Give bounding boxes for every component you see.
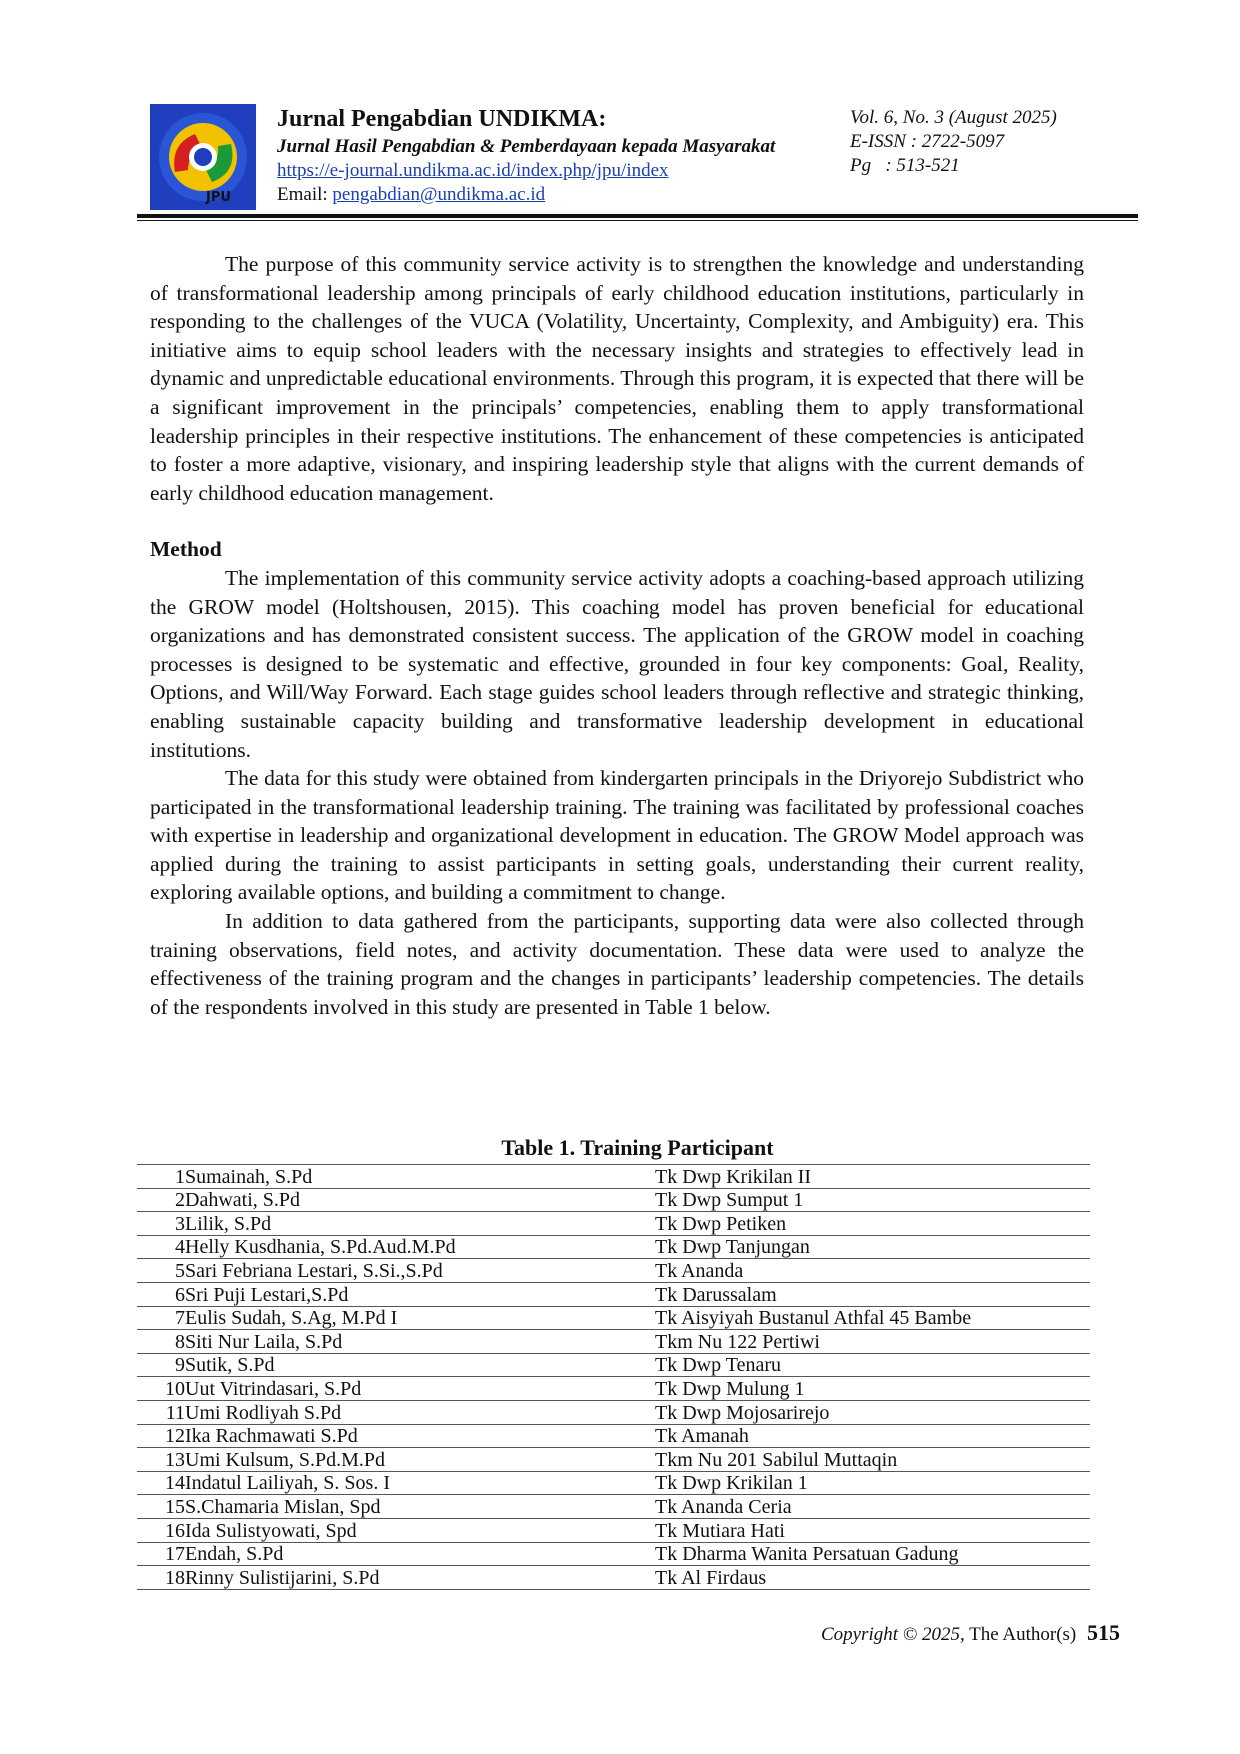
pages-info: Pg : 513-521 — [850, 155, 960, 176]
table-title: Table 1. Training Participant — [501, 1135, 774, 1160]
journal-email-line — [277, 184, 545, 206]
row-number: 15 — [137, 1495, 185, 1519]
copyright-text: Copyright © 2025, — [820, 1624, 965, 1645]
participant-name: Sri Puji Lestari,S.Pd — [185, 1282, 655, 1306]
row-number: 6 — [137, 1282, 185, 1306]
participants-table — [137, 1164, 1090, 1590]
row-number: 13 — [137, 1448, 185, 1472]
participant-school: Tk Dwp Krikilan II — [655, 1165, 1090, 1189]
row-number: 10 — [137, 1377, 185, 1401]
participant-name: S.Chamaria Mislan, Spd — [185, 1495, 655, 1519]
page-footer — [821, 1620, 1120, 1646]
article-body — [150, 250, 1084, 1021]
table-row — [137, 1566, 1090, 1590]
participant-name: Sumainah, S.Pd — [185, 1165, 655, 1189]
participant-school: Tkm Nu 201 Sabilul Muttaqin — [655, 1448, 1090, 1472]
table-row — [137, 1212, 1090, 1236]
participant-school: Tk Ananda — [655, 1259, 1090, 1283]
issue-info — [850, 106, 1057, 178]
participant-school: Tk Dwp Mulung 1 — [655, 1377, 1090, 1401]
table-row — [137, 1235, 1090, 1259]
participant-school: Tk Dwp Tanjungan — [655, 1235, 1090, 1259]
eissn-info: E-ISSN : 2722-5097 — [850, 131, 1005, 152]
row-number: 1 — [137, 1165, 185, 1189]
table-row — [137, 1542, 1090, 1566]
participant-name: Helly Kusdhania, S.Pd.Aud.M.Pd — [185, 1235, 655, 1259]
table-row — [137, 1188, 1090, 1212]
row-number: 4 — [137, 1235, 185, 1259]
row-number: 2 — [137, 1188, 185, 1212]
table-row — [137, 1495, 1090, 1519]
journal-subtitle: Jurnal Hasil Pengabdian & Pemberdayaan kepada Masyarakat — [277, 136, 776, 157]
participant-name: Indatul Lailiyah, S. Sos. I — [185, 1471, 655, 1495]
table-row — [137, 1353, 1090, 1377]
table-row — [137, 1306, 1090, 1330]
journal-logo — [150, 104, 256, 210]
table-row — [137, 1377, 1090, 1401]
table-row — [137, 1448, 1090, 1472]
participant-school: Tk Dharma Wanita Persatuan Gadung — [655, 1542, 1090, 1566]
participant-name: Dahwati, S.Pd — [185, 1188, 655, 1212]
participant-school: Tk Dwp Tenaru — [655, 1353, 1090, 1377]
participant-school: Tk Ananda Ceria — [655, 1495, 1090, 1519]
participant-name: Ika Rachmawati S.Pd — [185, 1424, 655, 1448]
participant-name: Sutik, S.Pd — [185, 1353, 655, 1377]
method-paragraph: In addition to data gathered from the participants, supporting data were also collected through training observations, field notes, and activity documentation. These data were used to analyze the effectiveness of the training program and the changes in participants’ leadership competencies. The details of the respondents involved in this study are presented in Table 1 below. — [150, 909, 1084, 1019]
row-number: 11 — [137, 1400, 185, 1424]
participant-name: Uut Vitrindasari, S.Pd — [185, 1377, 655, 1401]
row-number: 9 — [137, 1353, 185, 1377]
participant-name: Sari Febriana Lestari, S.Si.,S.Pd — [185, 1259, 655, 1283]
page-number: 515 — [1087, 1620, 1120, 1645]
participant-name: Eulis Sudah, S.Ag, M.Pd I — [185, 1306, 655, 1330]
participant-school: Tk Aisyiyah Bustanul Athfal 45 Bambe — [655, 1306, 1090, 1330]
participant-name: Ida Sulistyowati, Spd — [185, 1518, 655, 1542]
header-rule-thin — [137, 220, 1138, 221]
participant-school: Tk Dwp Mojosarirejo — [655, 1400, 1090, 1424]
table-row — [137, 1282, 1090, 1306]
row-number: 14 — [137, 1471, 185, 1495]
table-row — [137, 1400, 1090, 1424]
table-row — [137, 1259, 1090, 1283]
row-number: 3 — [137, 1212, 185, 1236]
table-row — [137, 1165, 1090, 1189]
participant-school: Tk Dwp Sumput 1 — [655, 1188, 1090, 1212]
email-link[interactable]: pengabdian@undikma.ac.id — [332, 184, 546, 205]
participant-school: Tk Darussalam — [655, 1282, 1090, 1306]
row-number: 7 — [137, 1306, 185, 1330]
participant-name: Lilik, S.Pd — [185, 1212, 655, 1236]
table-row — [137, 1330, 1090, 1354]
logo-text: JPU — [206, 190, 231, 205]
method-heading: Method — [150, 537, 222, 562]
table-row — [137, 1424, 1090, 1448]
row-number: 5 — [137, 1259, 185, 1283]
participant-school: Tk Mutiara Hati — [655, 1518, 1090, 1542]
authors-text: The Author(s) — [969, 1624, 1077, 1645]
intro-paragraph: The purpose of this community service activity is to strengthen the knowledge and understanding of transformational leadership among principals of early childhood education institutions, particularly in responding to the challenges of the VUCA (Volatility, Uncertainty, Complexity, and Ambiguity) era. This initiative aims to equip school leaders with the necessary insights and strategies to effectively lead in dynamic and unpredictable educational environments. Through this program, it is expected that there will be a significant improvement in the principals’ competencies, enabling them to apply transformational leadership principles in their respective institutions. The enhancement of these competencies is anticipated to foster a more adaptive, visionary, and inspiring leadership style that aligns with the current demands of early childhood education management. — [150, 252, 1084, 505]
method-paragraph: The implementation of this community service activity adopts a coaching-based approach utilizing the GROW model (Holtshousen, 2015). This coaching model has proven beneficial for educational organizations and has demonstrated consistent success. The application of the GROW model in coaching processes is designed to be systematic and effective, grounded in four key components: Goal, Reality, Options, and Will/Way Forward. Each stage guides school leaders through reflective and strategic thinking, enabling sustainable capacity building and transformative leadership development in educational institutions. — [150, 565, 1084, 762]
participant-name: Siti Nur Laila, S.Pd — [185, 1330, 655, 1354]
participant-name: Endah, S.Pd — [185, 1542, 655, 1566]
participant-school: Tk Amanah — [655, 1424, 1090, 1448]
volume-info: Vol. 6, No. 3 (August 2025) — [850, 107, 1057, 128]
header-rule-thick — [137, 214, 1138, 218]
email-label: Email: — [277, 184, 328, 205]
participant-name: Umi Rodliyah S.Pd — [185, 1400, 655, 1424]
row-number: 17 — [137, 1542, 185, 1566]
participant-school: Tk Al Firdaus — [655, 1566, 1090, 1590]
journal-url-link[interactable]: https://e-journal.undikma.ac.id/index.php/jpu/index — [277, 160, 669, 181]
participant-name: Rinny Sulistijarini, S.Pd — [185, 1566, 655, 1590]
participant-school: Tk Dwp Petiken — [655, 1212, 1090, 1236]
row-number: 12 — [137, 1424, 185, 1448]
table-row — [137, 1518, 1090, 1542]
row-number: 18 — [137, 1566, 185, 1590]
journal-name: Jurnal Pengabdian UNDIKMA: — [277, 106, 607, 132]
participant-name: Umi Kulsum, S.Pd.M.Pd — [185, 1448, 655, 1472]
table-row — [137, 1471, 1090, 1495]
row-number: 8 — [137, 1330, 185, 1354]
method-paragraph: The data for this study were obtained from kindergarten principals in the Driyorejo Subdistrict who participated in the transformational leadership training. The training was facilitated by professional coaches with expertise in leadership and organizational development in education. The GROW Model approach was applied during the training to assist participants in setting goals, understanding their current reality, exploring available options, and building a commitment to change. — [150, 766, 1084, 905]
participant-school: Tkm Nu 122 Pertiwi — [655, 1330, 1090, 1354]
participant-school: Tk Dwp Krikilan 1 — [655, 1471, 1090, 1495]
row-number: 16 — [137, 1518, 185, 1542]
